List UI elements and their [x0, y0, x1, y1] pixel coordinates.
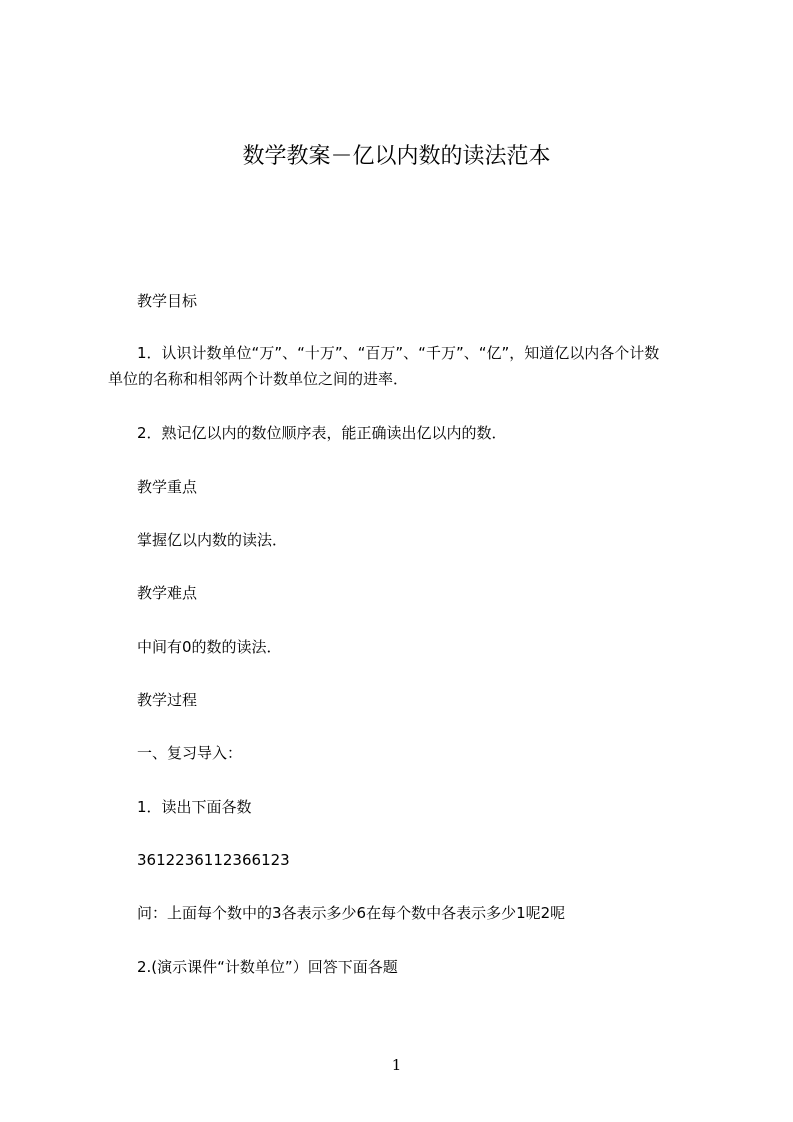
paragraph-key-points-heading: 教学重点 — [137, 478, 198, 496]
paragraph-goal-1: 1．认识计数单位“万”、“十万”、“百万”、“千万”、“亿”，知道亿以内各个计数单位的名称和相邻两个计数单位之间的进率． — [108, 344, 660, 388]
paragraph-review-heading: 一、复习导入： — [137, 744, 243, 762]
page-number: 1 — [391, 1056, 402, 1074]
paragraph-key-point: 掌握亿以内数的读法． — [137, 531, 288, 549]
paragraph-difficulty-heading: 教学难点 — [137, 584, 198, 602]
paragraph-numbers: 3612236112366123 — [137, 851, 290, 869]
paragraph-read-numbers: 1．读出下面各数 — [137, 798, 252, 816]
document-title: 数学教案－亿以内数的读法范本 — [242, 144, 551, 169]
paragraph-goal-2: 2．熟记亿以内的数位顺序表，能正确读出亿以内的数． — [137, 424, 507, 442]
paragraph-difficulty: 中间有0的数的读法． — [137, 638, 282, 656]
paragraph-teaching-goals-heading: 教学目标 — [137, 292, 198, 310]
paragraph-courseware: 2.(演示课件“计数单位”）回答下面各题 — [137, 958, 398, 976]
paragraph-question: 问：上面每个数中的3各表示多少6在每个数中各表示多少1呢2呢 — [137, 904, 566, 922]
paragraph-process-heading: 教学过程 — [137, 691, 198, 709]
